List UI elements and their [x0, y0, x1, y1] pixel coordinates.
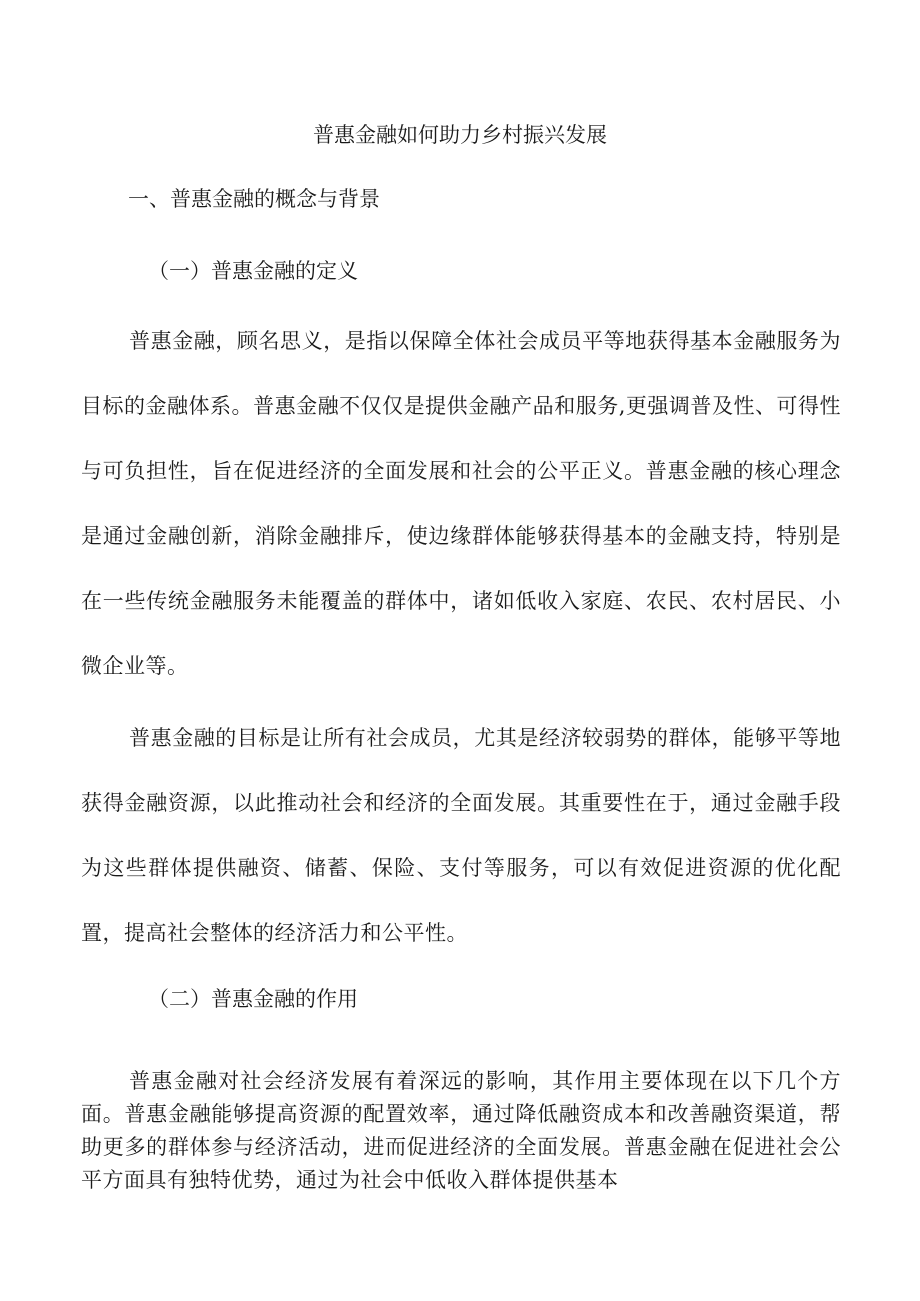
- subsection-heading-definition: （一）普惠金融的定义: [148, 259, 358, 283]
- paragraph-definition: 普惠金融，顾名思义，是指以保障全体社会成员平等地获得基本金融服务为目标的金融体系。普惠金融不仅仅是提供金融产品和服务,更强调普及性、可得性与可负担性，旨在促进经济的全面发展和社会的公平正义。普惠金融的核心理念是通过金融创新，消除金融排斥，使边缘群体能够获得基本的金融支持，特别是在一些传统金融服务未能覆盖的群体中，诸如低收入家庭、农民、农村居民、小微企业等。: [81, 329, 841, 678]
- document-title: 普惠金融如何助力乡村振兴发展: [313, 123, 607, 147]
- section-heading-1: 一、普惠金融的概念与背景: [128, 187, 380, 211]
- paragraph-role: 普惠金融对社会经济发展有着深远的影响，其作用主要体现在以下几个方面。普惠金融能够提高资源的配置效率，通过降低融资成本和改善融资渠道，帮助更多的群体参与经济活动，进而促进经济的全面发展。普惠金融在促进社会公平方面具有独特优势，通过为社会中低收入群体提供基本: [81, 1069, 841, 1192]
- subsection-heading-role: （二）普惠金融的作用: [148, 987, 358, 1011]
- paragraph-goal: 普惠金融的目标是让所有社会成员，尤其是经济较弱势的群体，能够平等地获得金融资源，以此推动社会和经济的全面发展。其重要性在于，通过金融手段为这些群体提供融资、储蓄、保险、支付等服务，可以有效促进资源的优化配置，提高社会整体的经济活力和公平性。: [81, 726, 841, 945]
